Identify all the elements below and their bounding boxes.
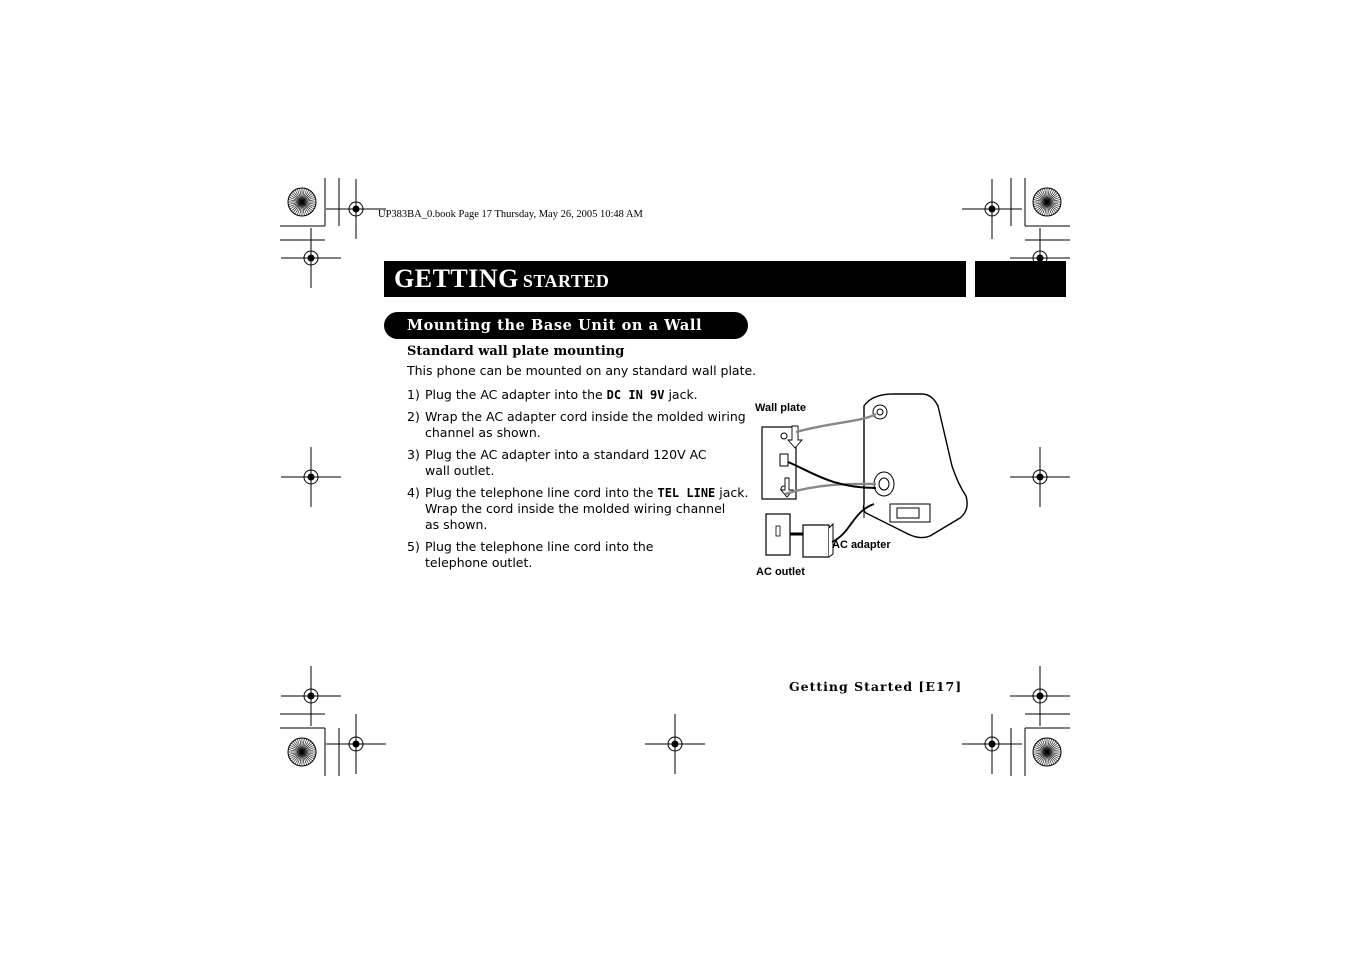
print-slug-line: UP383BA_0.book Page 17 Thursday, May 26, 2005 10:48 AM [378,209,643,220]
step-text-part: Plug the AC adapter into the [425,387,607,402]
registration-dot [308,255,315,262]
wall-mount-drawing [752,392,972,582]
step-number: 1) [407,387,420,402]
step-text [425,539,654,571]
step-text-part: jack. [664,387,698,402]
step-text-line: Plug the telephone line cord into the [425,539,654,554]
registration-dot [1037,693,1044,700]
step-item [407,485,752,533]
step-number: 4) [407,485,420,500]
section-heading: Mounting the Base Unit on a Wall [407,317,703,334]
registration-dot [989,206,996,213]
step-text-line: wall outlet. [425,463,495,478]
chapter-title-rest: STARTED [522,271,610,291]
step-text-line: channel as shown. [425,425,541,440]
jack-label-tel-line: TEL LINE [657,486,716,500]
step-text-line: telephone outlet. [425,555,533,570]
step-text-part: Plug the telephone line cord into the [425,485,658,500]
step-number: 2) [407,409,420,424]
registration-dot [308,693,315,700]
registration-dot [989,741,996,748]
chapter-title [394,262,609,300]
chapter-title-main: GETTING [394,264,519,293]
registration-dot [1037,474,1044,481]
step-item [407,539,752,571]
ac-adapter-label: AC adapter [832,539,891,551]
intro-text: This phone can be mounted on any standard wall plate. [407,363,757,378]
step-text [425,409,746,441]
wall-plate-label: Wall plate [755,402,806,414]
step-item [407,447,752,479]
instruction-steps [407,387,752,577]
step-number: 3) [407,447,420,462]
registration-dot [353,741,360,748]
step-text [425,485,748,533]
step-text-line: Plug the AC adapter into a standard 120V AC [425,447,707,462]
step-item [407,409,752,441]
ac-outlet-label: AC outlet [756,566,805,578]
registration-dot [353,206,360,213]
subsection-heading: Standard wall plate mounting [407,344,625,359]
jack-label-dc-in: DC IN 9V [606,388,665,402]
step-text-line: as shown. [425,517,488,532]
registration-dot [672,741,679,748]
page-footer: Getting Started [E17] [789,679,963,694]
step-text [425,447,707,479]
step-item [407,387,752,403]
step-text-part: jack. [715,485,749,500]
step-text [425,387,698,403]
step-text-line: Wrap the AC adapter cord inside the molded wiring [425,409,746,424]
registration-dot [308,474,315,481]
step-number: 5) [407,539,420,554]
step-text-line: Wrap the cord inside the molded wiring channel [425,501,726,516]
chapter-tab [975,261,1066,297]
wall-mount-illustration [752,392,972,582]
